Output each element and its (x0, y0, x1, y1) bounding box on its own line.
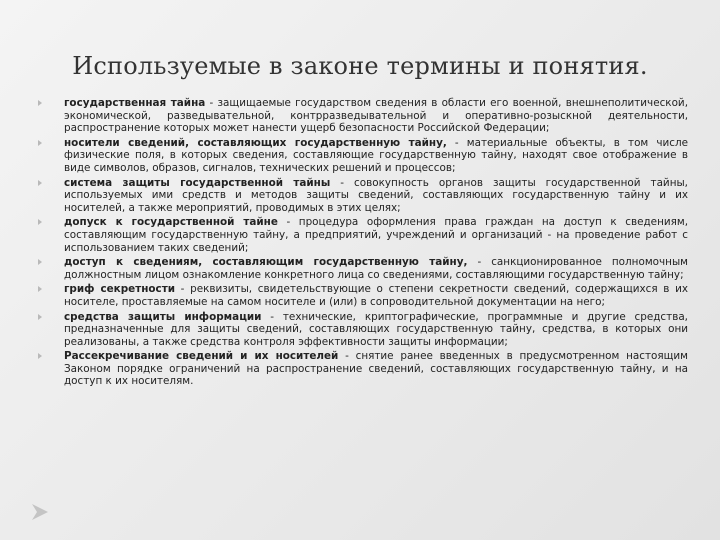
slide-title: Используемые в законе термины и понятия. (72, 52, 648, 80)
list-item (40, 137, 688, 175)
bullet-icon (38, 180, 42, 186)
term-definition: - процедура оформления права граждан на доступ к сведениям, составляющим государственную тайну, а предприятий, учреждений и организаций - на проведение работ с использованием таких сведений; (64, 216, 689, 254)
term-definition: - материальные объекты, в том числе физические поля, в которых сведения, составляющие государственную тайну, находят свое отображение в виде символов, образов, сигналов, технических решений и процессов; (64, 136, 689, 174)
bullet-icon (38, 353, 42, 359)
term-name: Рассекречивание сведений и их носителей (64, 350, 339, 363)
slide-nav-arrow-icon[interactable] (30, 503, 50, 521)
term-name: носители сведений, составляющих государственную тайну, (64, 136, 447, 149)
list-item (40, 97, 688, 135)
terms-list (40, 97, 688, 390)
list-item (40, 311, 688, 349)
term-name: допуск к государственной тайне (64, 216, 278, 229)
list-item (40, 216, 688, 254)
bullet-icon (38, 314, 42, 320)
bullet-icon (38, 286, 42, 292)
list-item (40, 177, 688, 215)
bullet-icon (38, 219, 42, 225)
term-definition: - технические, криптографические, программные и другие средства, предназначенные для защиты сведений, составляющих государственную тайну, средства, в которых они реализованы, а также средства контроля эффективности защиты информации; (64, 310, 688, 348)
term-name: средства защиты информации (64, 310, 262, 323)
term-definition: - снятие ранее введенных в предусмотренном настоящим Законом порядке ограничений на распространение сведений, составляющих государственную тайну, и на доступ к их носителям. (64, 350, 688, 388)
bullet-icon (38, 259, 42, 265)
bullet-icon (38, 140, 42, 146)
term-definition: - реквизиты, свидетельствующие о степени секретности сведений, содержащихся в их носителе, проставляемые на самом носителе и (или) в сопроводительной документации на него; (64, 283, 688, 308)
term-definition: - санкционированное полномочным должностным лицом ознакомление конкретного лица со сведениями, составляющими государственную тайну; (64, 256, 688, 281)
term-name: гриф секретности (64, 283, 175, 296)
list-item (40, 350, 688, 388)
list-item (40, 256, 688, 281)
bullet-icon (38, 100, 42, 106)
term-definition: - защищаемые государством сведения в области его военной, внешнеполитической, экономической, разведывательной, контрразведывательной и оперативно-розыскной деятельности, распространение которых может нанести ущерб безопасности Российской Федерации; (64, 97, 688, 135)
term-name: система защиты государственной тайны (64, 176, 331, 189)
term-name: доступ к сведениям, составляющим государственную тайну, (64, 256, 468, 269)
list-item (40, 283, 688, 308)
term-name: государственная тайна (64, 97, 206, 109)
term-definition: - совокупность органов защиты государственной тайны, используемых ими средств и методов защиты сведений, составляющих государственную тайну и их носителей, а также мероприятий, проводимых в этих целях; (64, 176, 688, 214)
